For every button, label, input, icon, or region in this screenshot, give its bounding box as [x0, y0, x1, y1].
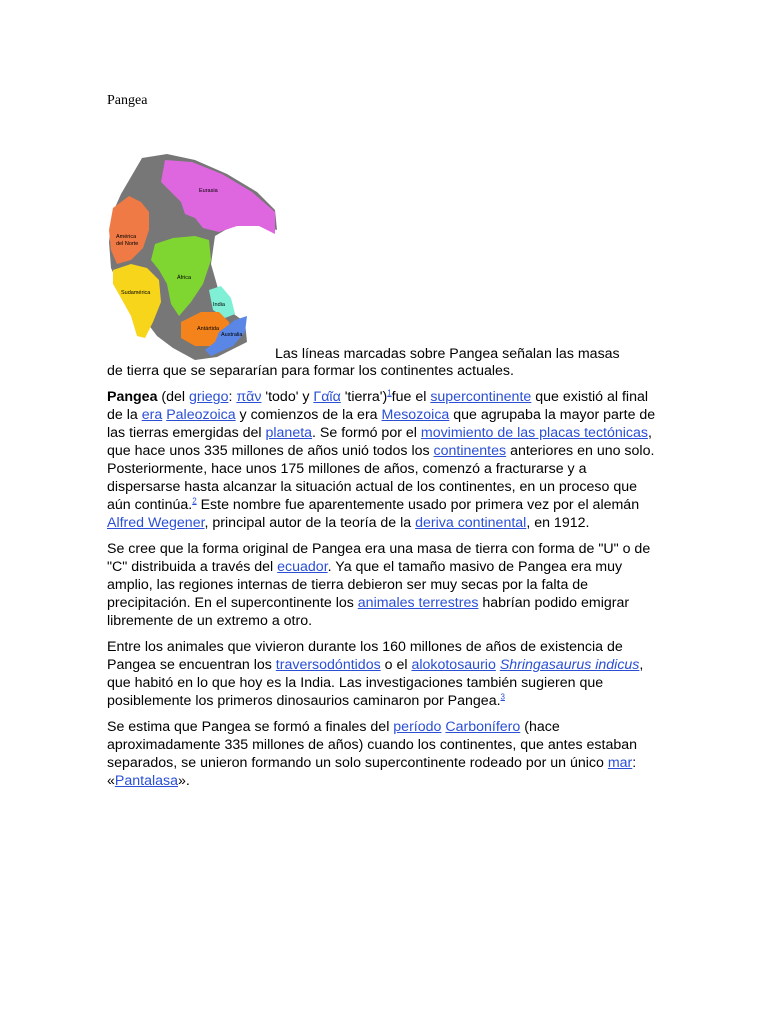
label-africa: África: [177, 275, 192, 281]
text: ».: [178, 773, 190, 789]
text: anteriores en uno solo. Posteriormente, hace unos 175 millones de años, comenzó a fracturarse y a dispersarse hasta alcanzar la situación actual de los continentes, en un proceso que aún continúa.: [107, 443, 655, 513]
text: habrían podido emigrar libremente de un extremo a otro.: [107, 595, 630, 629]
text: : «: [107, 755, 637, 789]
link-paleozoica[interactable]: Paleozoica: [166, 407, 236, 423]
link-ecuador[interactable]: ecuador: [277, 559, 328, 575]
text: , principal autor de la teoría de la: [204, 515, 416, 531]
text: , en 1912.: [526, 515, 590, 531]
text: y comienzos de la era: [235, 407, 382, 423]
paragraph-4: [107, 718, 663, 790]
text: o el: [380, 657, 412, 673]
caption-line-1: Las líneas marcadas sobre Pangea señalan las masas: [275, 346, 620, 362]
link-supercontinente[interactable]: supercontinente: [430, 389, 532, 405]
article-body: [107, 388, 663, 798]
link-carbonifero[interactable]: Carbonífero: [445, 719, 521, 735]
link-pantalasa[interactable]: Pantalasa: [114, 773, 178, 789]
text: . Se formó por el: [312, 425, 421, 441]
link-era[interactable]: era: [141, 407, 163, 423]
caption-line-2: de tierra que se separarían para formar los continentes actuales.: [107, 363, 514, 379]
paragraph-2: [107, 540, 663, 630]
text: fue el: [391, 389, 431, 405]
label-eurasia: Eurasia: [199, 188, 218, 194]
text: que agrupaba la mayor parte de las tierras emergidas del: [107, 407, 656, 441]
text: , que hace unos 335 millones de años unió todos los: [107, 425, 652, 459]
text: . Ya que el tamaño masivo de Pangea era muy amplio, las regiones internas de tierra debieron ser muy secas por la falta de precipitación. En el supercontinente los: [107, 559, 623, 611]
document-title: Pangea: [107, 93, 148, 108]
link-continentes[interactable]: continentes: [433, 443, 507, 459]
paragraph-3: [107, 638, 663, 710]
link-deriva-continental[interactable]: deriva continental: [415, 515, 527, 531]
link-traversodontidos[interactable]: traversodóntidos: [275, 657, 381, 673]
text: Se estima que Pangea se formó a finales del: [107, 719, 394, 735]
text: (del: [157, 389, 190, 405]
text: (hace aproximadamente 335 millones de años) cuando los continentes, que antes estaban separados, se unieron formando un solo supercontinente rodeado por un único: [107, 719, 638, 771]
label-india: India: [213, 302, 225, 308]
text: Se cree que la forma original de Pangea era una masa de tierra con forma de "U" o de "C" distribuida a través del: [107, 541, 651, 575]
link-planeta[interactable]: planeta: [265, 425, 313, 441]
label-antarctica: Antártida: [197, 326, 220, 332]
text: :: [228, 389, 237, 405]
link-mesozoica[interactable]: Mesozoica: [381, 407, 450, 423]
link-gaia[interactable]: Γαῖα: [313, 389, 341, 405]
label-north-america-2: del Norte: [116, 241, 139, 247]
paragraph-1: [107, 388, 663, 532]
footnote-2[interactable]: 2: [192, 496, 197, 506]
link-mar[interactable]: mar: [607, 755, 633, 771]
footnote-3[interactable]: 3: [500, 692, 505, 702]
pangea-map: [107, 152, 279, 362]
text: 'todo' y: [261, 389, 314, 405]
link-animales-terrestres[interactable]: animales terrestres: [357, 595, 479, 611]
label-south-america: Sudamérica: [121, 290, 151, 296]
image-caption: [107, 346, 663, 380]
link-pan[interactable]: πᾶν: [236, 389, 262, 405]
text: Este nombre fue aparentemente usado por primera vez por el alemán: [196, 497, 640, 513]
text: 'tierra'): [340, 389, 388, 405]
label-australia: Australia: [221, 332, 243, 338]
text: Entre los animales que vivieron durante los 160 millones de años de existencia de Pangea se encuentran los: [107, 639, 623, 673]
term-bold: Pangea: [107, 389, 158, 405]
link-shringasaurus-indicus[interactable]: Shringasaurus indicus: [499, 657, 640, 673]
link-placas-tectonicas[interactable]: movimiento de las placas tectónicas: [420, 425, 648, 441]
link-griego[interactable]: griego: [189, 389, 229, 405]
link-alfred-wegener[interactable]: Alfred Wegener: [107, 515, 205, 531]
footnote-1[interactable]: 1: [387, 388, 392, 398]
link-alokotosaurio[interactable]: alokotosaurio: [411, 657, 496, 673]
text: , que habitó en lo que hoy es la India. Las investigaciones también sugieren que posiblemente los primeros dinosaurios caminaron por Pangea.: [107, 657, 644, 709]
label-north-america-1: América: [116, 234, 137, 240]
text: que existió al final de la: [107, 389, 649, 423]
link-periodo[interactable]: período: [393, 719, 442, 735]
